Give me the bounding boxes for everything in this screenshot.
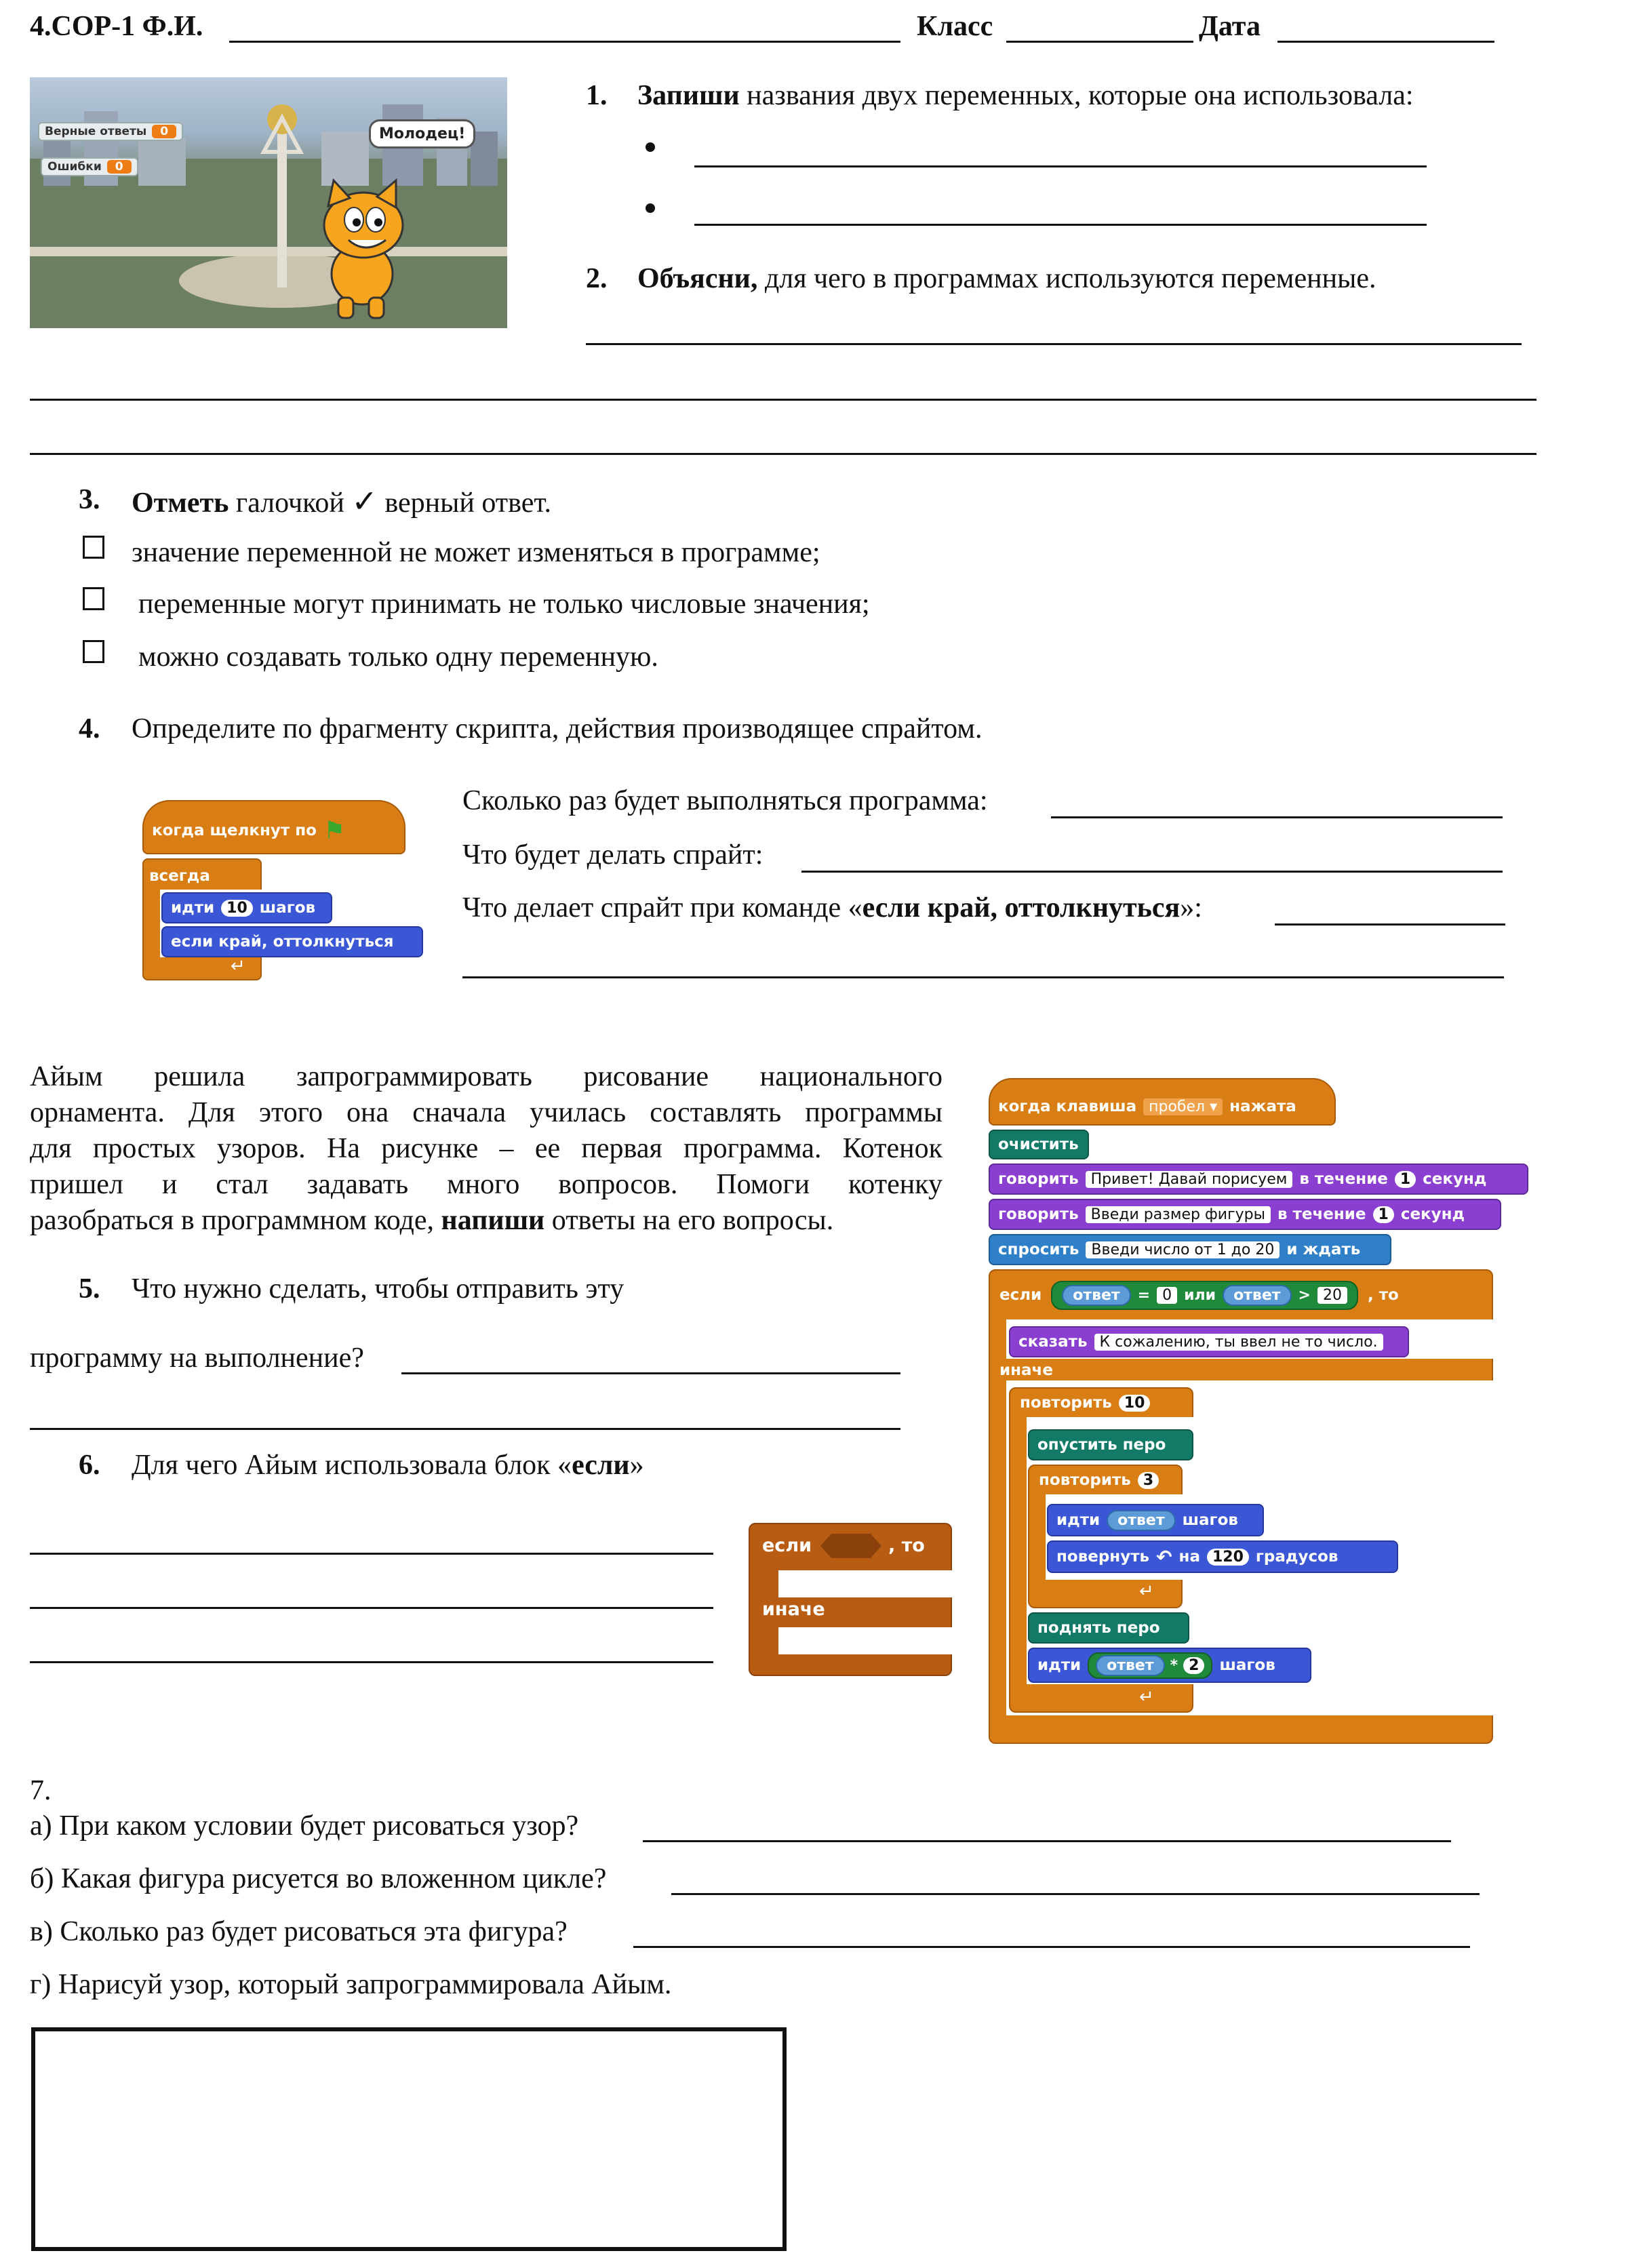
turn-left-icon: ↶ <box>1156 1545 1172 1568</box>
q3-text <box>132 483 551 520</box>
answer-reporter-1[interactable]: ответ <box>1062 1285 1130 1306</box>
q3-checkbox-2[interactable] <box>83 587 104 610</box>
q4-line1: Сколько раз будет выполняться программа: <box>462 785 988 816</box>
say2-text-input[interactable]: Введи размер фигуры <box>1086 1206 1271 1223</box>
pen-down-block[interactable] <box>1028 1429 1193 1460</box>
big-else-label: иначе <box>999 1361 1053 1379</box>
equals-symbol: = <box>1137 1286 1151 1304</box>
say1-text-input[interactable]: Привет! Давай порисуем <box>1086 1171 1293 1188</box>
say2-secs-input[interactable]: 1 <box>1373 1206 1394 1223</box>
big-then-label: , то <box>1367 1286 1399 1304</box>
page-title: 4.СОР-1 Ф.И. <box>30 11 203 42</box>
q1-answer-line-1[interactable] <box>694 165 1427 167</box>
repeat-10-header <box>1012 1390 1158 1416</box>
forever-label: всегда <box>149 867 210 885</box>
move-label-a: идти <box>171 899 215 917</box>
q3-text-a: галочкой <box>229 488 352 519</box>
q4-text: Определите по фрагменту скрипта, действия производящее спрайтом. <box>132 713 983 744</box>
q7-b-answer-line[interactable] <box>671 1893 1480 1895</box>
scratch-cat-sprite <box>301 172 423 321</box>
hat-when-flag-clicked-block[interactable] <box>142 800 405 854</box>
ask-label-b: и ждать <box>1286 1241 1361 1258</box>
q7-c: в) Сколько раз будет рисоваться эта фигура? <box>30 1916 568 1947</box>
q4-line3-a: Что делает спрайт при команде « <box>462 892 862 923</box>
q6-bold: если <box>572 1450 630 1481</box>
q1-answer-line-2[interactable] <box>694 224 1427 226</box>
say1-label-b: в течение <box>1299 1170 1388 1188</box>
q5-number: 5. <box>79 1273 100 1305</box>
q4-line3-bold: если край, оттолкнуться <box>862 892 1181 923</box>
q1-bullet-1 <box>646 142 655 152</box>
hat-key-label-b: нажата <box>1229 1098 1296 1115</box>
pen-down-label: опустить перо <box>1037 1436 1166 1454</box>
q2-answer-line-3[interactable] <box>30 453 1536 455</box>
q3-option-1: значение переменной не может изменяться в программе; <box>132 537 820 568</box>
repeat-3-header <box>1031 1467 1167 1493</box>
checkmark-icon: ✓ <box>351 483 378 519</box>
move-answer-label-a: идти <box>1056 1511 1100 1529</box>
say1-label-c: секунд <box>1423 1170 1487 1188</box>
q2-rest: для чего в программах используются переменные. <box>757 263 1376 294</box>
intro-line-5 <box>30 1203 833 1239</box>
q3-option-2: переменные могут принимать не только числовые значения; <box>138 589 870 620</box>
say-for-secs-block-2[interactable] <box>989 1199 1501 1230</box>
move-answer-times-2-block[interactable] <box>1028 1648 1311 1683</box>
date-answer-line[interactable] <box>1277 41 1494 43</box>
turn-label-c: градусов <box>1255 1548 1339 1566</box>
q2-number: 2. <box>586 263 608 294</box>
q4-answer-line-3[interactable] <box>1275 923 1505 926</box>
ask-label-a: спросить <box>998 1241 1079 1258</box>
move-steps-input[interactable]: 10 <box>221 900 253 917</box>
q7-b: б) Какая фигура рисуется во вложенном цикле? <box>30 1863 607 1894</box>
name-answer-line[interactable] <box>229 41 900 43</box>
clear-label: очистить <box>998 1136 1079 1153</box>
say2-label-b: в течение <box>1277 1206 1366 1223</box>
q7-a: а) При каком условии будет рисоваться узор? <box>30 1810 579 1842</box>
q4-answer-line-2[interactable] <box>801 871 1503 873</box>
intro-line-1: Айым решила запрограммировать рисование национального <box>30 1061 943 1092</box>
q7-number: 7. <box>30 1775 52 1806</box>
q1-bold: Запиши <box>637 80 740 111</box>
date-label: Дата <box>1199 11 1261 42</box>
say-block[interactable] <box>1009 1326 1409 1357</box>
say2-label-c: секунд <box>1400 1206 1465 1223</box>
correct-answers-value: 0 <box>152 125 176 138</box>
intro-line-2: орнамента. Для этого она сначала училась составлять программы <box>30 1097 943 1128</box>
or-operator-block[interactable] <box>1051 1281 1358 1310</box>
ask-text-input[interactable]: Введи число от 1 до 20 <box>1086 1241 1280 1258</box>
city-background <box>30 77 507 328</box>
q2-bold: Объясни, <box>637 263 758 294</box>
turn-label-b: на <box>1178 1548 1200 1566</box>
q5-answer-line-1[interactable] <box>401 1372 900 1374</box>
move-answer-label-b: шагов <box>1182 1511 1238 1529</box>
hat-when-key-pressed-block[interactable] <box>989 1078 1336 1126</box>
if-else-mouth-2 <box>778 1627 955 1654</box>
or-label: или <box>1184 1286 1216 1304</box>
answer-reporter-4[interactable]: ответ <box>1096 1655 1164 1676</box>
move-label-b: шагов <box>259 899 316 917</box>
say3-text-input[interactable]: К сожалению, ты ввел не то число. <box>1094 1334 1383 1351</box>
speech-bubble: Молодец! <box>369 119 475 148</box>
intro-line-4: пришел и стал задавать много вопросов. Помоги котенку <box>30 1169 943 1200</box>
q1-bullet-2 <box>646 203 655 213</box>
key-dropdown[interactable]: пробел ▾ <box>1143 1098 1223 1115</box>
repeat-10-arrow-icon: ↵ <box>1139 1687 1154 1707</box>
q6-answer-line-2[interactable] <box>30 1607 713 1609</box>
answer-reporter-3[interactable]: ответ <box>1107 1510 1175 1531</box>
twenty-input[interactable]: 20 <box>1317 1287 1347 1304</box>
intro-last-a: разобраться в программном коде, <box>30 1205 441 1236</box>
q4-answer-line-1[interactable] <box>1051 816 1503 818</box>
q3-number: 3. <box>79 484 100 515</box>
green-flag-icon: ⚑ <box>323 816 346 845</box>
q4-answer-line-4[interactable] <box>462 976 1504 978</box>
if-label: если <box>762 1534 812 1556</box>
q6-answer-line-3[interactable] <box>30 1661 713 1663</box>
bounce-label: если край, оттолкнуться <box>171 933 394 951</box>
q6-answer-line-1[interactable] <box>30 1553 713 1555</box>
say3-label: сказать <box>1018 1333 1088 1351</box>
repeat-3-arrow-icon: ↵ <box>1139 1581 1154 1601</box>
q3-checkbox-1[interactable] <box>83 536 104 559</box>
clear-block[interactable] <box>989 1130 1089 1159</box>
turn-degrees-input[interactable]: 120 <box>1207 1549 1249 1566</box>
q6-text-b: » <box>629 1450 644 1481</box>
intro-last-bold: напиши <box>441 1205 545 1236</box>
big-if-condition-row <box>991 1276 1407 1314</box>
q7-d: г) Нарисуй узор, который запрограммировала Айым. <box>30 1969 672 2000</box>
errors-monitor <box>41 157 138 176</box>
repeat-3-label: повторить <box>1039 1471 1131 1489</box>
answer-reporter-2[interactable]: ответ <box>1223 1285 1291 1306</box>
else-label: иначе <box>762 1598 825 1620</box>
say2-label-a: говорить <box>998 1206 1079 1223</box>
correct-answers-label: Верные ответы <box>45 125 147 138</box>
q6-number: 6. <box>79 1450 100 1481</box>
q1-text <box>637 79 1414 113</box>
errors-label: Ошибки <box>47 160 102 174</box>
class-label: Класс <box>917 11 993 42</box>
q5-answer-line-2[interactable] <box>30 1428 900 1430</box>
intro-line-3: для простых узоров. На рисунке – ее первая программа. Котенок <box>30 1133 943 1164</box>
say1-label-a: говорить <box>998 1170 1079 1188</box>
move2-label-b: шагов <box>1219 1656 1275 1674</box>
q6-text-a: Для чего Айым использовала блок « <box>132 1450 572 1481</box>
q1-number: 1. <box>586 80 608 111</box>
ask-and-wait-block[interactable] <box>989 1234 1391 1265</box>
q7-a-answer-line[interactable] <box>643 1840 1451 1842</box>
q6-text <box>132 1448 644 1482</box>
multiply-symbol: * <box>1170 1656 1178 1674</box>
q3-text-b: верный ответ. <box>377 488 552 519</box>
hat-key-label-a: когда клавиша <box>998 1098 1137 1115</box>
correct-answers-monitor <box>38 122 183 141</box>
say1-secs-input[interactable]: 1 <box>1395 1171 1416 1188</box>
q2-text <box>637 262 1376 296</box>
turn-label-a: повернуть <box>1056 1548 1150 1566</box>
intro-last-b: ответы на его вопросы. <box>544 1205 834 1236</box>
move-answer-block[interactable] <box>1047 1504 1264 1536</box>
multiply-operator-block[interactable] <box>1088 1652 1212 1679</box>
say-for-secs-block-1[interactable] <box>989 1163 1528 1195</box>
repeat-10-input[interactable]: 10 <box>1119 1395 1151 1412</box>
q2-answer-line-1[interactable] <box>586 343 1522 345</box>
turn-block[interactable] <box>1047 1540 1398 1573</box>
q3-checkbox-3[interactable] <box>83 640 104 663</box>
q3-bold: Отметь <box>132 488 229 519</box>
loop-arrow-icon: ↵ <box>231 956 245 976</box>
q4-line3 <box>462 891 1202 925</box>
greater-symbol: > <box>1298 1286 1311 1304</box>
pen-up-block[interactable] <box>1028 1612 1189 1644</box>
class-answer-line[interactable] <box>1006 41 1193 43</box>
two-input[interactable]: 2 <box>1183 1657 1204 1674</box>
bounce-on-edge-block[interactable] <box>161 926 423 957</box>
move2-label-a: идти <box>1037 1656 1082 1674</box>
move-steps-block[interactable] <box>161 892 332 923</box>
if-else-mouth-1 <box>778 1570 955 1597</box>
zero-input[interactable]: 0 <box>1157 1287 1177 1304</box>
q1-rest: названия двух переменных, которые она использовала: <box>739 80 1414 111</box>
q3-option-3: можно создавать только одну переменную. <box>138 641 658 673</box>
errors-value: 0 <box>107 160 132 174</box>
big-if-label: если <box>999 1286 1042 1304</box>
repeat-10-label: повторить <box>1020 1394 1112 1412</box>
then-label: , то <box>888 1534 925 1556</box>
q5-text2: программу на выполнение? <box>30 1342 364 1374</box>
q4-line3-b: »: <box>1180 892 1202 923</box>
q2-answer-line-2[interactable] <box>30 399 1536 401</box>
repeat-3-input[interactable]: 3 <box>1138 1472 1159 1489</box>
hat-label: когда щелкнут по <box>152 822 317 839</box>
q5-text: Что нужно сделать, чтобы отправить эту <box>132 1273 624 1305</box>
condition-slot-hexagon[interactable] <box>820 1534 881 1558</box>
q7-c-answer-line[interactable] <box>633 1946 1470 1948</box>
q4-line2: Что будет делать спрайт: <box>462 839 764 871</box>
q4-number: 4. <box>79 713 100 744</box>
scratch-stage-image <box>30 77 507 328</box>
drawing-answer-box[interactable] <box>31 2027 787 2251</box>
pen-up-label: поднять перо <box>1037 1619 1160 1637</box>
